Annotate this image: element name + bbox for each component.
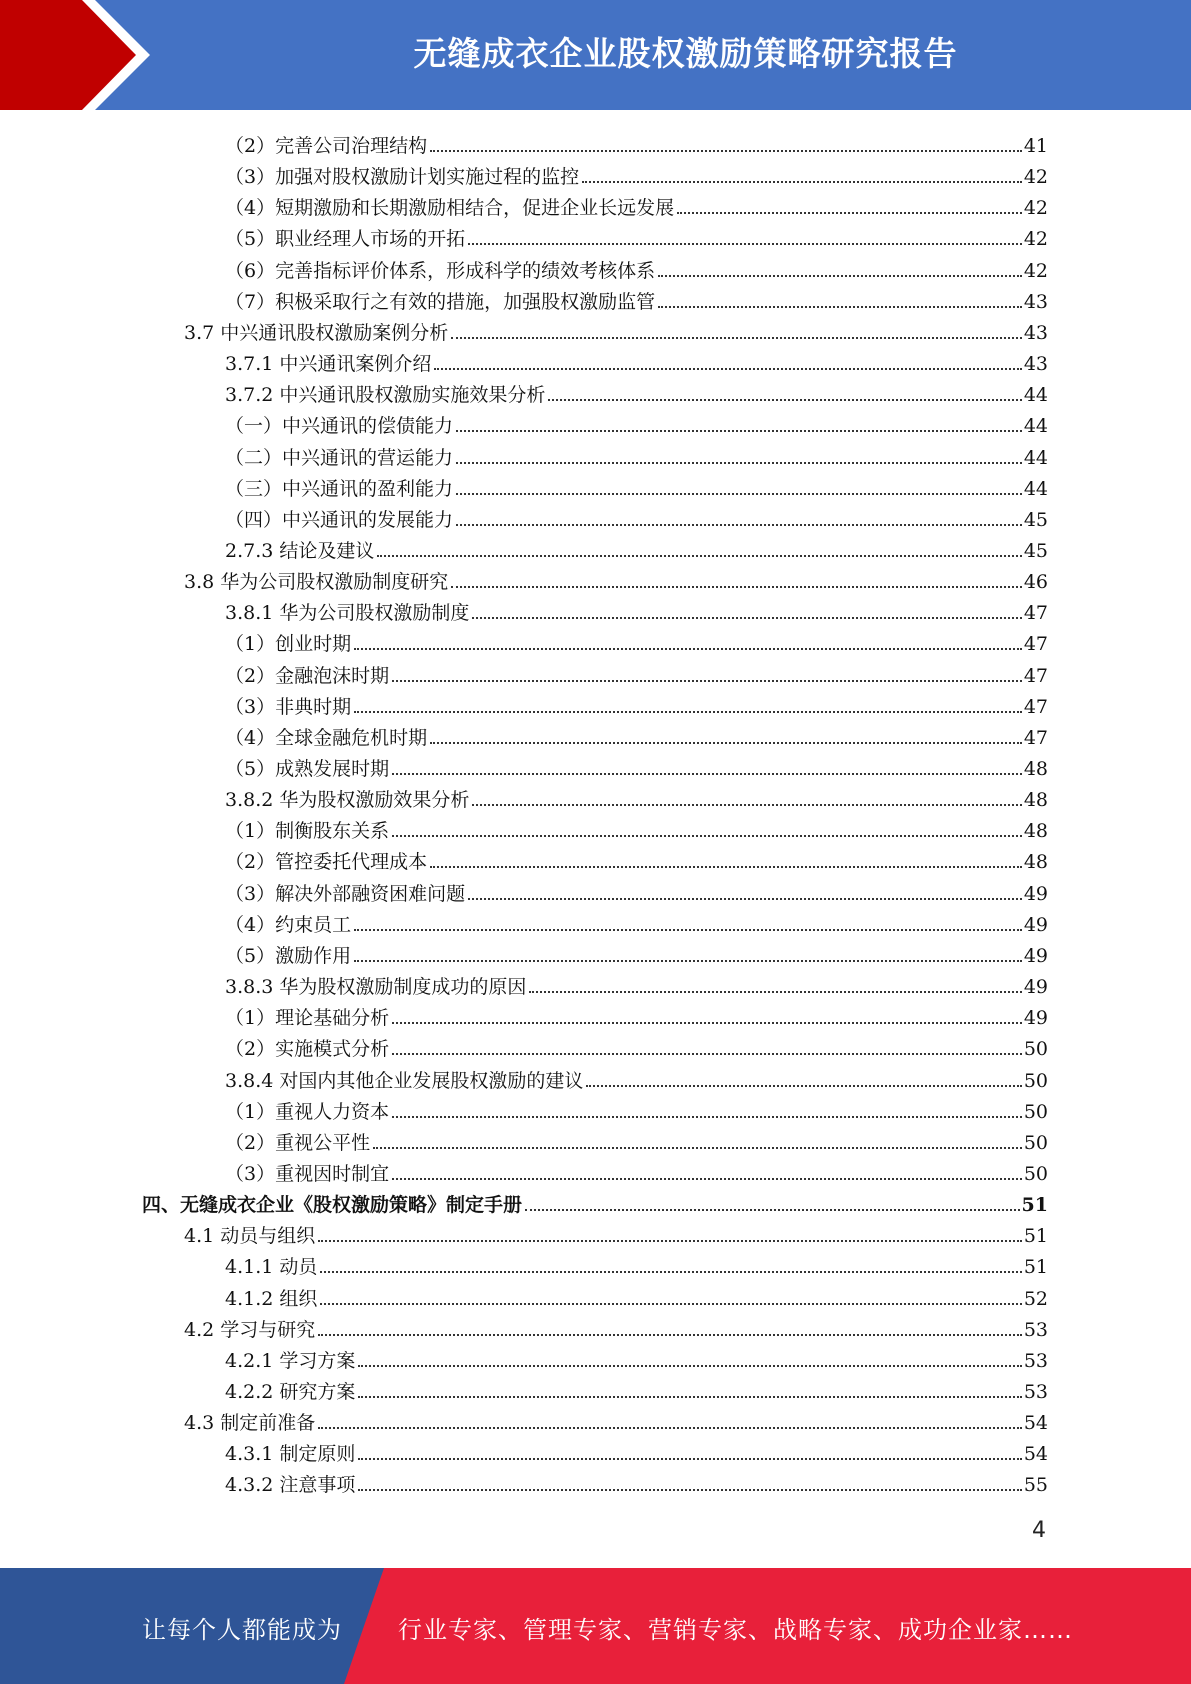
toc-entry-page: 49 (1023, 913, 1048, 936)
toc-entry[interactable] (225, 812, 1048, 843)
toc-entry[interactable] (142, 1186, 1048, 1217)
toc-entry-page: 48 (1023, 758, 1048, 780)
toc-entry-label: （一）中兴通讯的偿债能力 (225, 415, 454, 438)
toc-entry-page: 50 (1023, 1162, 1048, 1185)
toc-entry-page: 47 (1023, 633, 1048, 656)
toc-entry[interactable] (225, 158, 1048, 189)
toc-entry[interactable] (184, 314, 1048, 345)
toc-entry-page: 49 (1023, 1007, 1048, 1030)
toc-dot-leader (358, 1458, 1021, 1460)
toc-entry[interactable] (225, 439, 1048, 470)
toc-dot-leader (354, 648, 1022, 650)
toc-entry-page: 44 (1023, 446, 1048, 469)
toc-entry[interactable] (225, 220, 1048, 251)
toc-entry[interactable] (225, 1280, 1048, 1311)
toc-entry-page: 43 (1023, 290, 1048, 313)
toc-entry-page: 50 (1023, 1038, 1048, 1061)
toc-entry-page: 48 (1023, 851, 1048, 874)
toc-entry-page: 49 (1023, 882, 1048, 905)
toc-entry-label: 4.2.2 研究方案 (225, 1381, 356, 1403)
toc-entry-label: 3.8 华为公司股权激励制度研究 (184, 571, 449, 594)
toc-entry[interactable] (225, 657, 1048, 688)
toc-dot-leader (318, 1334, 1022, 1336)
toc-entry-page: 53 (1023, 1349, 1048, 1372)
toc-dot-leader (392, 1116, 1022, 1118)
toc-entry-page: 54 (1023, 1443, 1048, 1466)
toc-entry-page: 51 (1021, 1194, 1048, 1217)
toc-entry-page: 47 (1023, 602, 1048, 625)
toc-entry[interactable] (225, 625, 1048, 656)
toc-entry-page: 43 (1023, 321, 1048, 344)
toc-dot-leader (468, 243, 1022, 245)
toc-entry-label: （三）中兴通讯的盈利能力 (225, 477, 454, 500)
toc-entry[interactable] (225, 1155, 1048, 1186)
toc-dot-leader (456, 430, 1022, 432)
toc-entry-label: 4.1.1 动员 (225, 1256, 318, 1279)
toc-entry-label: （1）制衡股东关系 (225, 820, 390, 843)
toc-entry[interactable] (225, 875, 1048, 906)
toc-dot-leader (358, 1489, 1021, 1491)
toc-entry[interactable] (225, 843, 1048, 874)
toc-entry[interactable] (225, 283, 1048, 314)
toc-entry[interactable] (225, 501, 1048, 532)
toc-entry-label: 4.2 学习与研究 (184, 1318, 316, 1341)
page-footer (0, 1568, 1191, 1684)
toc-entry-page: 42 (1023, 228, 1048, 251)
toc-entry-page: 42 (1023, 197, 1048, 220)
toc-entry-label: （3）解决外部融资困难问题 (225, 882, 466, 905)
toc-entry[interactable] (225, 719, 1048, 750)
toc-entry-label: 3.8.1 华为公司股权激励制度 (225, 602, 470, 625)
toc-dot-leader (456, 462, 1022, 464)
toc-dot-leader (677, 212, 1022, 214)
footer-slogan-right: 行业专家、管理专家、营销专家、战略专家、成功企业家…… (398, 1616, 1073, 1644)
toc-entry-page: 42 (1023, 259, 1048, 282)
toc-entry-label: （2）管控委托代理成本 (225, 851, 428, 874)
toc-entry-page: 52 (1023, 1287, 1048, 1310)
toc-entry-label: （2）实施模式分析 (225, 1038, 390, 1061)
toc-entry-label: 3.8.3 华为股权激励制度成功的原因 (225, 976, 527, 999)
toc-entry-label: 四、无缝成衣企业《股权激励策略》制定手册 (142, 1194, 523, 1217)
toc-entry-label: 4.2.1 学习方案 (225, 1349, 356, 1372)
toc-entry-label: （1）理论基础分析 (225, 1007, 390, 1030)
toc-entry-page: 44 (1023, 384, 1048, 407)
toc-entry-label: 4.1 动员与组织 (184, 1225, 316, 1248)
page-header (0, 0, 1191, 110)
toc-dot-leader (451, 586, 1022, 588)
toc-entry-page: 51 (1023, 1256, 1048, 1279)
footer-slogan-left: 让每个人都能成为 (142, 1616, 342, 1644)
toc-entry-label: 3.7.1 中兴通讯案例介绍 (225, 353, 432, 376)
toc-entry[interactable] (225, 688, 1048, 719)
toc-entry[interactable] (184, 1404, 1048, 1435)
toc-entry-page: 50 (1023, 1131, 1048, 1154)
toc-entry[interactable] (225, 532, 1048, 563)
toc-entry-page: 51 (1023, 1225, 1048, 1248)
toc-entry-label: 4.3.2 注意事项 (225, 1474, 356, 1497)
toc-entry[interactable] (225, 594, 1048, 625)
toc-entry-page: 47 (1023, 695, 1048, 718)
toc-dot-leader (320, 1271, 1021, 1273)
toc-entry-page: 50 (1023, 1069, 1048, 1092)
toc-dot-leader (354, 960, 1022, 962)
toc-entry-label: 3.8.4 对国内其他企业发展股权激励的建议 (225, 1069, 584, 1092)
document-title: 无缝成衣企业股权激励策略研究报告 (413, 34, 958, 73)
toc-dot-leader (373, 1147, 1022, 1149)
toc-entry-label: 4.3 制定前准备 (184, 1412, 316, 1435)
toc-entry-label: （2）完善公司治理结构 (225, 135, 428, 157)
toc-dot-leader (456, 493, 1022, 495)
toc-entry[interactable] (225, 1342, 1048, 1373)
toc-entry[interactable] (225, 999, 1048, 1030)
toc-entry-page: 43 (1023, 353, 1048, 376)
toc-dot-leader (392, 1178, 1022, 1180)
toc-entry[interactable] (225, 1062, 1048, 1093)
toc-entry[interactable] (225, 470, 1048, 501)
toc-entry-label: （3）非典时期 (225, 695, 352, 718)
toc-entry-page: 45 (1023, 508, 1048, 531)
toc-entry[interactable] (225, 1466, 1048, 1497)
toc-dot-leader (430, 150, 1022, 152)
toc-entry[interactable] (184, 1311, 1048, 1342)
toc-dot-leader (358, 1365, 1021, 1367)
toc-entry-label: （5）成熟发展时期 (225, 758, 390, 780)
toc-entry[interactable] (225, 781, 1048, 812)
toc-entry-page: 53 (1023, 1318, 1048, 1341)
toc-entry-page: 42 (1023, 166, 1048, 189)
toc-entry-label: （4）约束员工 (225, 913, 352, 936)
toc-dot-leader (318, 1427, 1022, 1429)
toc-entry-label: （6）完善指标评价体系，形成科学的绩效考核体系 (225, 259, 656, 282)
toc-entry[interactable] (225, 345, 1048, 376)
toc-entry[interactable] (225, 407, 1048, 438)
toc-entry-label: 3.8.2 华为股权激励效果分析 (225, 789, 470, 812)
toc-entry-label: （5）职业经理人市场的开拓 (225, 228, 466, 251)
toc-entry[interactable] (225, 376, 1048, 407)
toc-dot-leader (658, 306, 1022, 308)
toc-entry-label: （二）中兴通讯的营运能力 (225, 446, 454, 469)
toc-entry-label: （3）加强对股权激励计划实施过程的监控 (225, 166, 580, 189)
toc-entry-page: 53 (1023, 1381, 1048, 1403)
toc-entry[interactable] (184, 563, 1048, 594)
toc-entry[interactable] (225, 750, 1048, 781)
toc-dot-leader (529, 991, 1021, 993)
toc-entry-page: 55 (1023, 1474, 1048, 1497)
toc-dot-leader (392, 680, 1022, 682)
toc-dot-leader (358, 1396, 1021, 1398)
toc-dot-leader (582, 181, 1022, 183)
toc-entry-label: （3）重视因时制宜 (225, 1162, 390, 1185)
toc-dot-leader (658, 275, 1022, 277)
toc-dot-leader (354, 929, 1022, 931)
toc-dot-leader (472, 617, 1021, 619)
toc-dot-leader (456, 524, 1022, 526)
toc-dot-leader (392, 835, 1022, 837)
header-arrow-decoration (0, 0, 160, 110)
toc-entry[interactable] (184, 1217, 1048, 1248)
toc-entry-label: 4.3.1 制定原则 (225, 1443, 356, 1466)
toc-dot-leader (430, 742, 1022, 744)
toc-entry[interactable] (225, 252, 1048, 283)
toc-dot-leader (525, 1209, 1020, 1211)
toc-entry[interactable] (225, 1124, 1048, 1155)
toc-entry-page: 46 (1023, 571, 1048, 594)
toc-entry-label: （1）重视人力资本 (225, 1100, 390, 1123)
toc-entry-page: 49 (1023, 944, 1048, 967)
toc-entry-label: 3.7.2 中兴通讯股权激励实施效果分析 (225, 384, 546, 407)
toc-entry-page: 47 (1023, 664, 1048, 687)
toc-entry-page: 44 (1023, 477, 1048, 500)
toc-dot-leader (468, 898, 1022, 900)
toc-dot-leader (548, 399, 1021, 401)
toc-entry-label: （5）激励作用 (225, 944, 352, 967)
toc-entry[interactable] (225, 937, 1048, 968)
toc-entry-label: （2）重视公平性 (225, 1131, 371, 1154)
toc-dot-leader (320, 1303, 1021, 1305)
toc-dot-leader (586, 1085, 1021, 1087)
toc-entry[interactable] (225, 1373, 1048, 1404)
toc-entry-page: 41 (1023, 135, 1048, 157)
toc-entry[interactable] (225, 906, 1048, 937)
toc-entry-page: 44 (1023, 415, 1048, 438)
toc-entry[interactable] (225, 1248, 1048, 1279)
toc-entry-label: （4）短期激励和长期激励相结合，促进企业长远发展 (225, 197, 675, 220)
toc-entry-label: 3.7 中兴通讯股权激励案例分析 (184, 321, 449, 344)
toc-entry-page: 50 (1023, 1100, 1048, 1123)
toc-entry[interactable] (225, 127, 1048, 158)
toc-dot-leader (472, 804, 1021, 806)
toc-dot-leader (434, 368, 1021, 370)
toc-entry[interactable] (225, 1030, 1048, 1061)
toc-entry-label: （7）积极采取行之有效的措施，加强股权激励监管 (225, 290, 656, 313)
toc-entry-page: 48 (1023, 789, 1048, 812)
toc-entry-label: 4.1.2 组织 (225, 1287, 318, 1310)
toc-entry-label: （1）创业时期 (225, 633, 352, 656)
toc-dot-leader (318, 1240, 1022, 1242)
toc-dot-leader (392, 773, 1022, 775)
toc-dot-leader (377, 555, 1021, 557)
toc-entry-page: 54 (1023, 1412, 1048, 1435)
toc-entry-page: 49 (1023, 976, 1048, 999)
toc-entry[interactable] (225, 968, 1048, 999)
toc-entry-label: （2）金融泡沫时期 (225, 664, 390, 687)
toc-entry-label: （四）中兴通讯的发展能力 (225, 508, 454, 531)
toc-dot-leader (354, 711, 1022, 713)
toc-dot-leader (430, 866, 1022, 868)
page-number: 4 (1032, 1518, 1046, 1543)
toc-dot-leader (451, 337, 1022, 339)
toc-entry[interactable] (225, 1435, 1048, 1466)
toc-dot-leader (392, 1053, 1022, 1055)
toc-dot-leader (392, 1022, 1022, 1024)
toc-entry-page: 47 (1023, 726, 1048, 749)
toc-entry-label: 2.7.3 结论及建议 (225, 539, 375, 562)
toc-entry-page: 45 (1023, 539, 1048, 562)
toc-entry[interactable] (225, 189, 1048, 220)
toc-entry-label: （4）全球金融危机时期 (225, 726, 428, 749)
toc-entry[interactable] (225, 1093, 1048, 1124)
toc-entry-page: 48 (1023, 820, 1048, 843)
